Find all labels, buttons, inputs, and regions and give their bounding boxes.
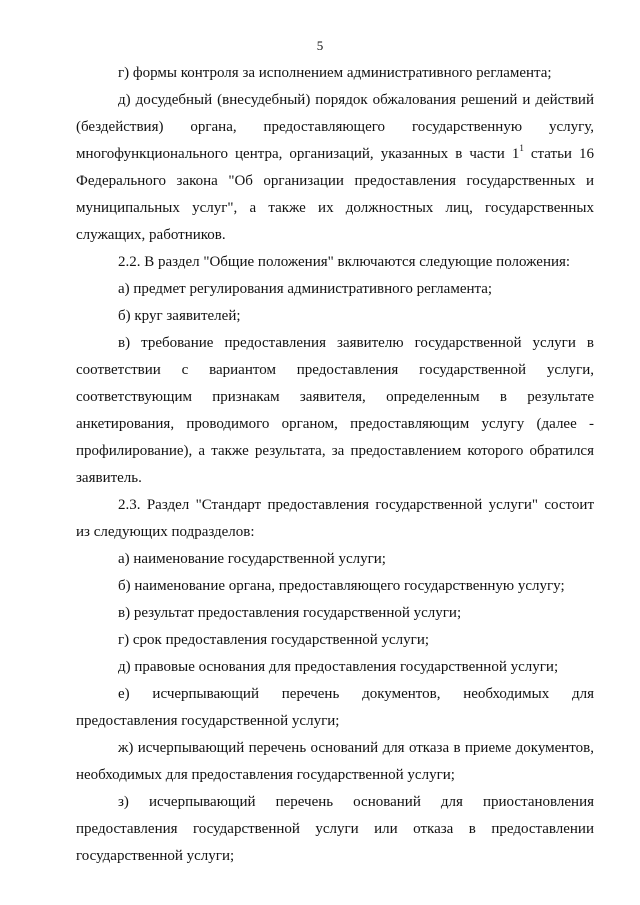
list-item-v-requirement: в) требование предоставления заявителю государственной услуги в соответствии с вариантом предоставления государственной услуги, соответствующим признакам заявителя, определенным в результате анкетирования, проводимого органом, предоставляющим услугу (далее - профилирование), а также результата, за предоставлением которого обратился заявитель. bbox=[76, 335, 594, 486]
list-item-g-term: г) срок предоставления государственной услуги; bbox=[118, 632, 430, 648]
list-item-b-authority-name: б) наименование органа, предоставляющего государственную услугу; bbox=[118, 578, 565, 594]
list-item-d-legal-basis: д) правовые основания для предоставления государственной услуги; bbox=[118, 659, 559, 675]
page-number: 5 bbox=[316, 38, 324, 53]
section-2-3-heading: 2.3. Раздел "Стандарт предоставления государственной услуги" состоит из следующих подразделов: bbox=[76, 497, 594, 540]
list-item-g-control-forms: г) формы контроля за исполнением административного регламента; bbox=[118, 65, 552, 81]
paragraph-text: статьи 16 Федерального закона "Об организации предоставления государственных и муниципальных услуг", а также их должностных лиц, государственных служащих, работников. bbox=[76, 146, 595, 243]
superscript: 1 bbox=[519, 143, 524, 153]
list-item-zh-refusal-grounds: ж) исчерпывающий перечень оснований для отказа в приеме документов, необходимых для предоставления государственной услуги; bbox=[76, 740, 594, 783]
section-2-2-heading: 2.2. В раздел "Общие положения" включаются следующие положения: bbox=[118, 254, 571, 270]
list-item-a-service-name: а) наименование государственной услуги; bbox=[118, 551, 386, 567]
document-body bbox=[76, 60, 594, 870]
list-item-z-suspension-grounds: з) исчерпывающий перечень оснований для приостановления предоставления государственной услуги или отказа в предоставлении государственной услуги; bbox=[76, 794, 594, 864]
paragraph-text: д) досудебный (внесудебный) порядок обжалования решений и действий (бездействия) органа, предоставляющего государственную услугу, многофункционального центра, организаций, указанных в части 1 bbox=[76, 92, 594, 162]
list-item-a-subject: а) предмет регулирования административного регламента; bbox=[118, 281, 493, 297]
list-item-e-documents: е) исчерпывающий перечень документов, необходимых для предоставления государственной услуги; bbox=[76, 686, 594, 729]
list-item-v-result: в) результат предоставления государственной услуги; bbox=[118, 605, 462, 621]
list-item-d-appeal-procedure bbox=[76, 87, 594, 249]
list-item-b-applicants: б) круг заявителей; bbox=[118, 308, 241, 324]
